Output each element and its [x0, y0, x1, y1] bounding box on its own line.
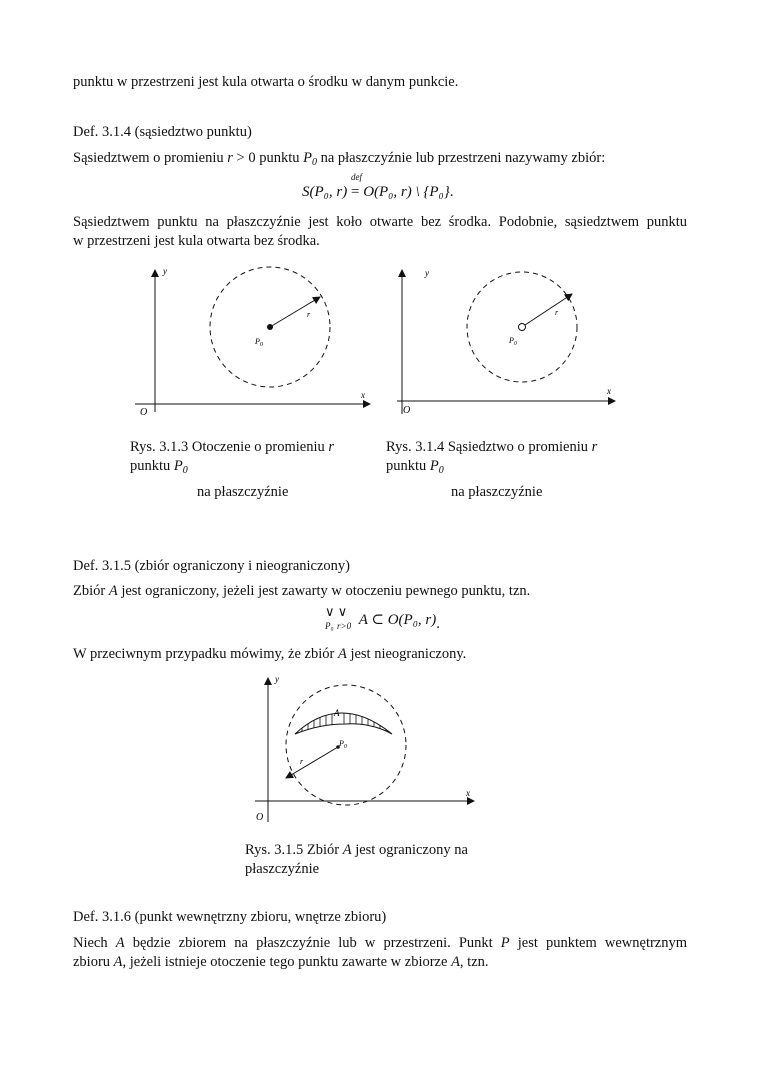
- def-314-r: r: [227, 150, 233, 166]
- def-316-heading: Def. 3.1.6 (punkt wewnętrzny zbioru, wnętrze zbioru): [73, 909, 387, 925]
- def-316-line2: zbioru A, jeżeli istnieje otoczenie tego punktu zawarte w zbiorze A, tzn.: [73, 954, 489, 970]
- radius-arrow: [270, 297, 320, 327]
- def-314-p-sub: 0: [311, 157, 317, 168]
- x-label: x: [361, 390, 365, 400]
- def-314-text-c: na płaszczyźnie lub przestrzeni nazywamy zbiór:: [316, 150, 606, 166]
- formula-def-label: def: [350, 172, 362, 182]
- def-314-text-b: > 0 punktu: [232, 150, 304, 166]
- set-a-hatching: [302, 692, 386, 742]
- formula-eq: def =: [350, 172, 362, 200]
- caption-314-plane: na płaszczyźnie: [451, 484, 543, 500]
- def-315-sentence: Zbiór A jest ograniczony, jeżeli jest zawarty w otoczeniu pewnego punktu, tzn.: [73, 583, 531, 599]
- radius-label: r: [300, 757, 304, 766]
- caption-315: Rys. 3.1.5 Zbiór A jest ograniczony na płaszczyźnie: [245, 842, 468, 877]
- figure-314: [395, 262, 620, 422]
- figure-313: [125, 262, 375, 422]
- def-315-heading: Def. 3.1.5 (zbiór ograniczony i nieograniczony): [73, 558, 351, 574]
- def-314-paragraph-line2: w przestrzeni jest kula otwarta bez środka.: [73, 233, 320, 249]
- set-a-label: A: [334, 708, 340, 718]
- def-314-paragraph-line1: Sąsiedztwem punktu na płaszczyźnie jest koło otwarte bez środka. Podobnie, sąsiedztwem punktu: [73, 214, 687, 230]
- y-label: y: [163, 266, 167, 276]
- def-314-p: P: [303, 150, 312, 166]
- bounded-formula: [325, 604, 440, 636]
- caption-313: Rys. 3.1.3 Otoczenie o promieniu r punktu $P_0$: [130, 439, 335, 476]
- formula-body: A ⊂ O(P₀, r): [358, 612, 437, 628]
- caption-314: Rys. 3.1.4 Sąsiedztwo o promieniu r punktu $P_0$: [386, 439, 598, 476]
- radius-label: r: [307, 310, 311, 319]
- y-label: y: [275, 674, 279, 684]
- origin-label: O: [403, 405, 411, 416]
- x-label: x: [466, 788, 470, 798]
- radius-arrow: [525, 294, 572, 325]
- def-314-text-a: Sąsiedztwem o promieniu: [73, 150, 228, 166]
- origin-label: O: [140, 407, 148, 418]
- def-314-heading: Def. 3.1.4 (sąsiedztwo punktu): [73, 124, 252, 140]
- caption-313-plane: na płaszczyźnie: [197, 484, 289, 500]
- def-316-line1: Niech A będzie zbiorem na płaszczyźnie lub w przestrzeni. Punkt P jest punktem wewnętrznym: [73, 935, 688, 951]
- p0-label: $P_0$: [509, 336, 517, 347]
- formula-right: O(P₀, r) \ {P₀}: [363, 184, 450, 200]
- origin-label: O: [256, 812, 264, 823]
- y-label: y: [425, 268, 429, 278]
- neighborhood-formula: [302, 172, 454, 201]
- formula-left: S(P₀, r): [302, 184, 348, 200]
- radius-label: r: [555, 308, 559, 317]
- x-label: x: [607, 386, 611, 396]
- formula-end: .: [449, 184, 454, 200]
- formula-end: .: [436, 616, 440, 632]
- radius-arrow: [286, 747, 338, 778]
- figure-315: [250, 672, 480, 830]
- p0-label: $P_0$: [339, 739, 347, 750]
- excluded-center-point: [519, 324, 526, 331]
- quantifiers: ∨ ∨ P₀ r>0: [325, 604, 352, 631]
- intro-line: punktu w przestrzeni jest kula otwarta o środku w danym punkcie.: [73, 74, 459, 90]
- p0-label: $P_0$: [255, 337, 263, 348]
- def-314-sentence: [73, 149, 605, 172]
- def-315-else: W przeciwnym przypadku mówimy, że zbiór A jest nieograniczony.: [73, 646, 467, 662]
- set-a-region: [295, 713, 392, 734]
